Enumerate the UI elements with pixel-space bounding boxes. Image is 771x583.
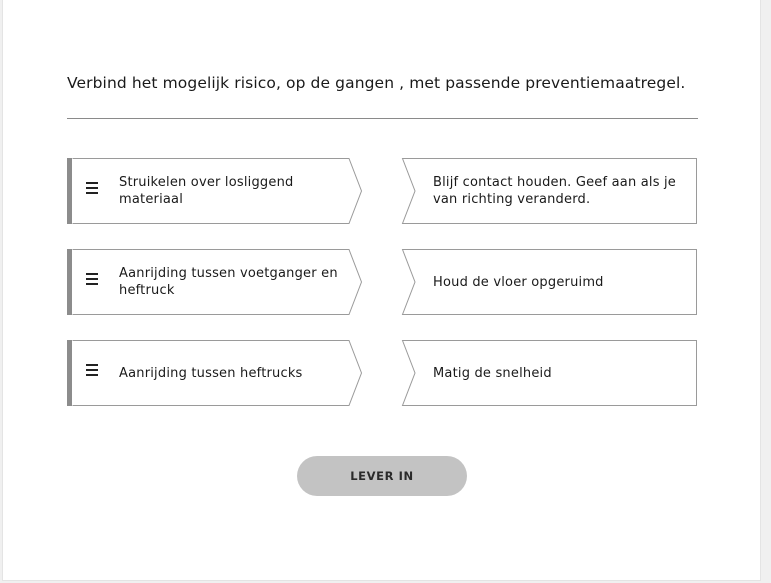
risk-item-label: Aanrijding tussen voetganger en heftruck [119,266,338,298]
measure-item-3[interactable] [402,340,698,406]
risk-item-label: Aanrijding tussen heftrucks [119,365,303,381]
exercise-card [2,0,761,581]
risk-item-label: Struikelen over losliggend materiaal [119,175,294,207]
measure-item-label: Houd de vloer opgeruimd [433,274,604,290]
risk-item-3[interactable] [67,340,363,406]
question-text: Verbind het mogelijk risico, op de gangen , met passende preventiemaatregel. [67,74,686,92]
submit-button[interactable]: LEVER IN [297,456,467,496]
divider [67,118,698,119]
measure-item-label: Matig de snelheid [433,365,552,381]
drag-handle-icon[interactable] [86,182,100,198]
measure-item-label: Blijf contact houden. Geef aan als je van richting veranderd. [433,175,677,207]
risk-item-1[interactable] [67,158,363,224]
measure-item-1[interactable] [402,158,698,224]
risk-item-2[interactable] [67,249,363,315]
drag-handle-icon[interactable] [86,364,100,380]
drag-handle-icon[interactable] [86,273,100,289]
measure-item-2[interactable] [402,249,698,315]
